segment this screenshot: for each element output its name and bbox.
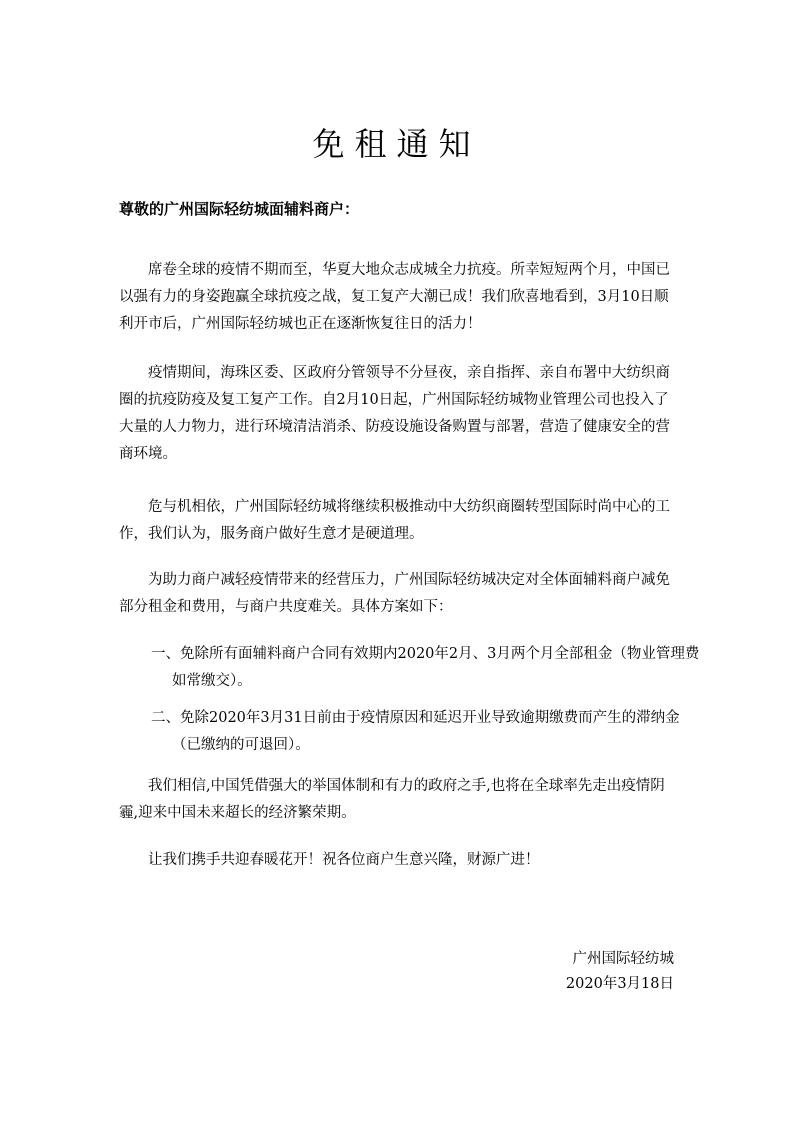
closing-paragraph-2: 让我们携手共迎春暖花开！祝各位商户生意兴隆，财源广进！ bbox=[148, 852, 540, 868]
signature-org: 广州国际轻纺城 bbox=[572, 951, 674, 967]
list-item-text: 免除所有面辅料商户合同有效期内2020年2月、3月两个月全部租金（物业管理费如常缴交）。 bbox=[172, 646, 700, 689]
closing-paragraph-1: 我们相信,中国凭借强大的举国体制和有力的政府之手,也将在全球率先走出疫情阴霾,迎来中国未来超长的经济繁荣期。 bbox=[119, 778, 665, 821]
paragraph-1: 席卷全球的疫情不期而至，华夏大地众志成城全力抗疫。所幸短短两个月，中国已以强有力的身姿跑赢全球抗疫之战，复工复产大潮已成！我们欣喜地看到，3月10日顺利开市后，广州国际轻纺城也正在逐渐恢复往日的活力！ bbox=[119, 262, 670, 332]
list-item-text: 免除2020年3月31日前由于疫情原因和延迟开业导致逾期缴费而产生的滞纳金（已缴纳的可退回）。 bbox=[172, 710, 680, 753]
list-item-number: 一、 bbox=[151, 646, 180, 662]
salutation: 尊敬的广州国际轻纺城面辅料商户： bbox=[119, 200, 360, 218]
list-item bbox=[151, 705, 700, 759]
paragraph-4: 为助力商户减轻疫情带来的经营压力，广州国际轻纺城决定对全体面辅料商户减免部分租金和费用，与商户共度难关。具体方案如下： bbox=[119, 572, 670, 615]
list-item-number: 二、 bbox=[151, 710, 180, 726]
list-item bbox=[151, 641, 700, 695]
paragraph-2: 疫情期间，海珠区委、区政府分管领导不分昼夜，亲自指挥、亲自布署中大纺织商圈的抗疫防疫及复工复产工作。自2月10日起，广州国际轻纺城物业管理公司也投入了大量的人力物力，进行环境清洁消杀、防疫设施设备购置与部署，营造了健康安全的营商环境。 bbox=[119, 365, 670, 462]
paragraph-3: 危与机相依，广州国际轻纺城将继续积极推动中大纺织商圈转型国际时尚中心的工作，我们认为，服务商户做好生意才是硬道理。 bbox=[119, 499, 670, 542]
document-title: 免租通知 bbox=[312, 125, 481, 164]
signature-date: 2020年3月18日 bbox=[565, 976, 674, 992]
